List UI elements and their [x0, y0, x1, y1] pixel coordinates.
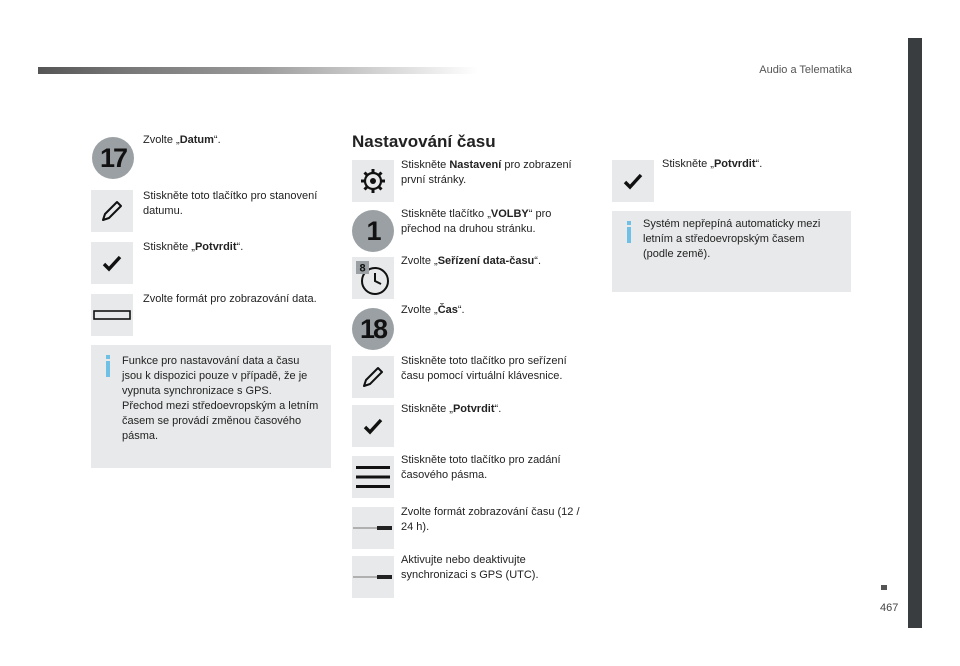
page-marker — [881, 585, 887, 590]
left-step-3-text: Stiskněte „Potvrdit“. — [143, 241, 244, 253]
page-number: 467 — [880, 602, 899, 614]
check-icon — [101, 252, 123, 274]
clock-badge-number: 8 — [359, 262, 366, 275]
pencil-button[interactable] — [91, 190, 133, 232]
info-icon — [624, 221, 634, 243]
mid-step-6-text: Stiskněte „Potvrdit“. — [401, 403, 502, 415]
confirm-time-button[interactable] — [352, 405, 394, 447]
format-bar-icon — [93, 309, 131, 321]
toggle-icon — [353, 523, 393, 533]
mid-step-1-text: Stiskněte Nastavení pro zobrazení první stránky. — [401, 159, 572, 186]
left-step-2-text: Stiskněte toto tlačítko pro stanovení datumu. — [143, 190, 318, 217]
mid-step-8-text: Zvolte formát zobrazování času (12 / 24 h). — [401, 506, 580, 533]
gps-sync-toggle[interactable] — [352, 556, 394, 598]
info-icon — [103, 355, 113, 377]
right-info-note — [612, 211, 851, 292]
gear-icon — [359, 167, 387, 195]
clock-icon — [354, 259, 392, 297]
header-title: Audio a Telematika — [759, 64, 852, 76]
left-note-text: Funkce pro nastavování data a času jsou k dispozici pouze v případě, že je vypnuta synchronizace s GPS. Přechod mezi středoevropským a letním časem se provádí změnou časového pásma. — [122, 355, 319, 442]
check-icon — [622, 170, 644, 192]
time-format-toggle[interactable] — [352, 507, 394, 549]
settings-button[interactable] — [352, 160, 394, 202]
section-title: Nastavování času — [352, 132, 496, 151]
time-zone-button[interactable] — [352, 456, 394, 498]
right-step-1-text: Stiskněte „Potvrdit“. — [662, 158, 763, 170]
pencil-icon — [98, 197, 126, 225]
menu-icon — [355, 464, 391, 490]
step-1-badge: 1 — [352, 210, 394, 252]
toggle-icon — [353, 572, 393, 582]
left-step-1-text: Zvolte „Datum“. — [143, 134, 221, 146]
final-confirm-button[interactable] — [612, 160, 654, 202]
edit-time-button[interactable] — [352, 356, 394, 398]
pencil-icon — [359, 363, 387, 391]
mid-step-7-text: Stiskněte toto tlačítko pro zadání časového pásma. — [401, 454, 561, 481]
left-info-note — [91, 345, 331, 468]
mid-step-4-text: Zvolte „Čas“. — [401, 304, 465, 316]
step-17-badge: 17 — [92, 137, 134, 179]
chapter-tab — [908, 38, 922, 628]
mid-step-3-text: Zvolte „Seřízení data-času“. — [401, 255, 542, 267]
right-note-text: Systém nepřepíná automaticky mezi letním a středoevropským časem (podle země). — [643, 218, 821, 260]
left-step-4-text: Zvolte formát pro zobrazování data. — [143, 293, 317, 305]
check-icon — [362, 415, 384, 437]
confirm-button[interactable] — [91, 242, 133, 284]
step-18-badge: 18 — [352, 308, 394, 350]
date-format-button[interactable] — [91, 294, 133, 336]
mid-step-9-text: Aktivujte nebo deaktivujte synchronizaci s GPS (UTC). — [401, 554, 539, 581]
date-time-button[interactable] — [352, 257, 394, 299]
mid-step-2-text: Stiskněte tlačítko „VOLBY“ pro přechod na druhou stránku. — [401, 208, 552, 235]
header-gradient-bar — [38, 67, 478, 74]
mid-step-5-text: Stiskněte toto tlačítko pro seřízení času pomocí virtuální klávesnice. — [401, 355, 567, 382]
